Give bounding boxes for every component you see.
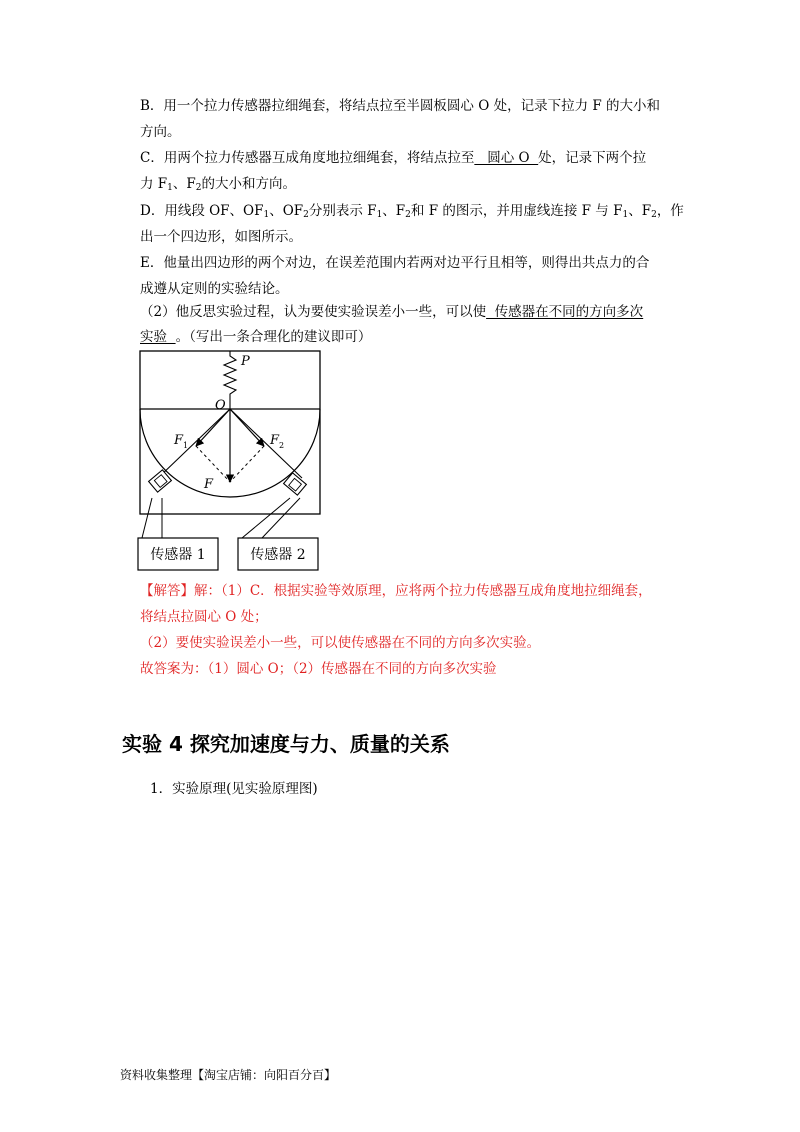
answer-text-cont: 将结点拉圆心 O 处； — [140, 609, 268, 625]
q2-line2 — [140, 328, 371, 346]
sensor1-label: 传感器 1 — [150, 547, 206, 563]
string-1 — [158, 409, 230, 478]
page-footer: 资料收集整理【淘宝店铺：向阳百分百】 — [120, 1068, 337, 1082]
step-d-line1 — [140, 202, 684, 224]
answer-line1 — [140, 582, 652, 600]
step-c-line2 — [140, 175, 296, 197]
step-d-pre: D．用线段 OF、OF — [140, 203, 264, 219]
callout-line-1a — [142, 498, 152, 538]
label-p: P — [241, 354, 250, 369]
subscript: 1 — [622, 210, 629, 220]
section-heading: 实验 4 探究加速度与力、质量的关系 — [122, 732, 450, 756]
arrow-f2 — [230, 409, 264, 446]
arrow-f1 — [196, 409, 230, 446]
callout-line-2a — [242, 498, 290, 538]
subscript: 2 — [195, 183, 202, 193]
step-d-mid: 、F — [382, 203, 406, 219]
step-d-mid: 和 F 的图示，并用虚线连接 F 与 F — [410, 203, 623, 219]
answer-final: 故答案为：（1）圆心 O；（2）传感器在不同的方向多次实验 — [140, 661, 497, 677]
step-d-mid: 、F — [628, 203, 652, 219]
label-f1: F — [174, 433, 184, 448]
subscript: 1 — [263, 210, 270, 220]
q2-text-post: 。（写出一条合理化的建议即可） — [175, 329, 372, 345]
step-e-text-cont: 成遵从定则的实验结论。 — [140, 281, 289, 297]
subscript: 1 — [376, 210, 383, 220]
answer-part2: （2）要使实验误差小一些，可以使传感器在不同的方向多次实验。 — [140, 635, 541, 651]
step-c-answer-blank: 圆心 O — [474, 150, 539, 166]
sensor2-label: 传感器 2 — [250, 547, 306, 563]
label-f2: F — [270, 433, 280, 448]
spring — [224, 351, 236, 409]
q2-line1 — [140, 303, 643, 321]
answer-line2 — [140, 608, 268, 626]
step-c-text: C．用两个拉力传感器互成角度地拉细绳套，将结点拉至 — [140, 150, 475, 166]
step-d-text-cont: 出一个四边形，如图所示。 — [140, 229, 302, 245]
answer-text: 解：（1）C．根据实验等效原理，应将两个拉力传感器互成角度地拉细绳套， — [194, 583, 652, 599]
step-d-mid: 、OF — [269, 203, 304, 219]
sensor-device-2 — [284, 473, 307, 495]
item-1-text: 1．实验原理(见实验原理图) — [150, 781, 318, 797]
string-2 — [230, 409, 302, 478]
q2-answer-blank-cont: 实验 — [140, 329, 176, 345]
step-c-cont-pre: 力 F — [140, 176, 168, 192]
subscript: 2 — [303, 210, 309, 220]
step-c-line1 — [140, 149, 646, 167]
label-f1-sub: 1 — [183, 441, 189, 450]
step-d-post: ，作 — [656, 203, 684, 219]
callout-line-2b — [262, 498, 300, 538]
dashed-edge-2 — [230, 446, 264, 482]
step-e-line1 — [140, 254, 649, 272]
step-c-cont-mid: 、F — [172, 176, 196, 192]
answer-line3 — [140, 634, 540, 652]
answer-tag: 【解答】 — [140, 583, 194, 599]
step-b-line1 — [140, 97, 660, 115]
answer-line4 — [140, 660, 497, 678]
subscript: 1 — [167, 183, 173, 193]
label-o: O — [215, 398, 226, 413]
label-f: F — [204, 477, 214, 492]
q2-answer-blank: 传感器在不同的方向多次 — [486, 304, 644, 320]
subscript: 2 — [651, 210, 657, 220]
force-diagram — [130, 348, 330, 573]
section-item-1 — [150, 780, 318, 798]
step-d-mid: 分别表示 F — [308, 203, 377, 219]
label-f2-sub: 2 — [279, 441, 285, 450]
subscript: 2 — [405, 210, 411, 220]
step-e-line2 — [140, 280, 289, 298]
step-b-text: B．用一个拉力传感器拉细绳套，将结点拉至半圆板圆心 O 处，记录下拉力 F 的大小和 — [140, 98, 661, 114]
step-c-cont-post: 的大小和方向。 — [201, 176, 297, 192]
q2-text: （2）他反思实验过程，认为要使实验误差小一些，可以使 — [140, 304, 487, 320]
step-b-text-cont: 方向。 — [140, 124, 181, 140]
step-d-line2 — [140, 228, 302, 246]
step-e-text: E．他量出四边形的两个对边，在误差范围内若两对边平行且相等，则得出共点力的合 — [140, 255, 650, 271]
step-b-line2 — [140, 123, 181, 141]
step-c-text-post: 处，记录下两个拉 — [538, 150, 647, 166]
